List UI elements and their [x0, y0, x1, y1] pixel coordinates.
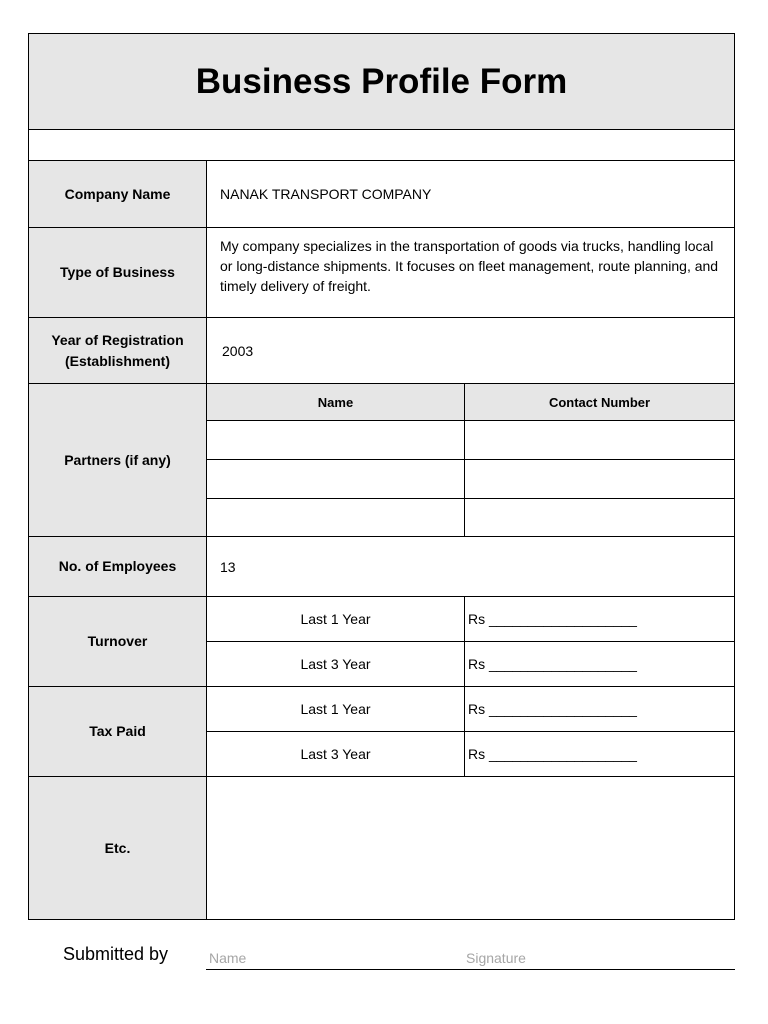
- registration-label-line2: (Establishment): [64, 352, 170, 369]
- tax-amount-2[interactable]: Rs ___________________: [464, 731, 735, 777]
- turnover-period-2: Last 3 Year: [206, 641, 465, 687]
- partners-col-contact: Contact Number: [464, 383, 735, 421]
- submitted-by-label: Submitted by: [63, 944, 169, 964]
- business-type-field[interactable]: My company specializes in the transportation of goods via trucks, handling local or long-distance shipments. It focuses on fleet management, route planning, and timely delivery of freight.: [206, 227, 735, 318]
- registration-label: [28, 317, 207, 384]
- tax-label: Tax Paid: [28, 686, 207, 777]
- partner-name-field[interactable]: [206, 498, 465, 537]
- tax-period-1: Last 1 Year: [206, 686, 465, 732]
- turnover-amount-1[interactable]: Rs ___________________: [464, 596, 735, 642]
- partner-contact-field[interactable]: [464, 498, 735, 537]
- partner-contact-field[interactable]: [464, 420, 735, 460]
- turnover-period-1: Last 1 Year: [206, 596, 465, 642]
- turnover-amount-2[interactable]: Rs ___________________: [464, 641, 735, 687]
- etc-label: Etc.: [28, 776, 207, 920]
- tax-period-2: Last 3 Year: [206, 731, 465, 777]
- employees-field[interactable]: 13: [206, 536, 735, 597]
- company-name-label: Company Name: [28, 160, 207, 228]
- company-name-field[interactable]: NANAK TRANSPORT COMPANY: [206, 160, 735, 228]
- turnover-label: Turnover: [28, 596, 207, 687]
- business-type-label: Type of Business: [28, 227, 207, 318]
- partner-name-field[interactable]: [206, 420, 465, 460]
- blank-row: [28, 129, 735, 161]
- tax-amount-1[interactable]: Rs ___________________: [464, 686, 735, 732]
- signature-line: [206, 969, 735, 970]
- form-title: Business Profile Form: [28, 33, 735, 130]
- signature-placeholder[interactable]: Signature: [466, 950, 526, 966]
- etc-field[interactable]: [206, 776, 735, 920]
- partners-label: Partners (if any): [28, 383, 207, 537]
- partner-name-field[interactable]: [206, 459, 465, 499]
- registration-year-field[interactable]: 2003: [206, 317, 735, 384]
- business-profile-form: [28, 33, 735, 920]
- employees-label: No. of Employees: [28, 536, 207, 597]
- partner-contact-field[interactable]: [464, 459, 735, 499]
- name-placeholder[interactable]: Name: [209, 950, 247, 966]
- registration-label-line1: Year of Registration: [51, 331, 184, 348]
- partners-col-name: Name: [206, 383, 465, 421]
